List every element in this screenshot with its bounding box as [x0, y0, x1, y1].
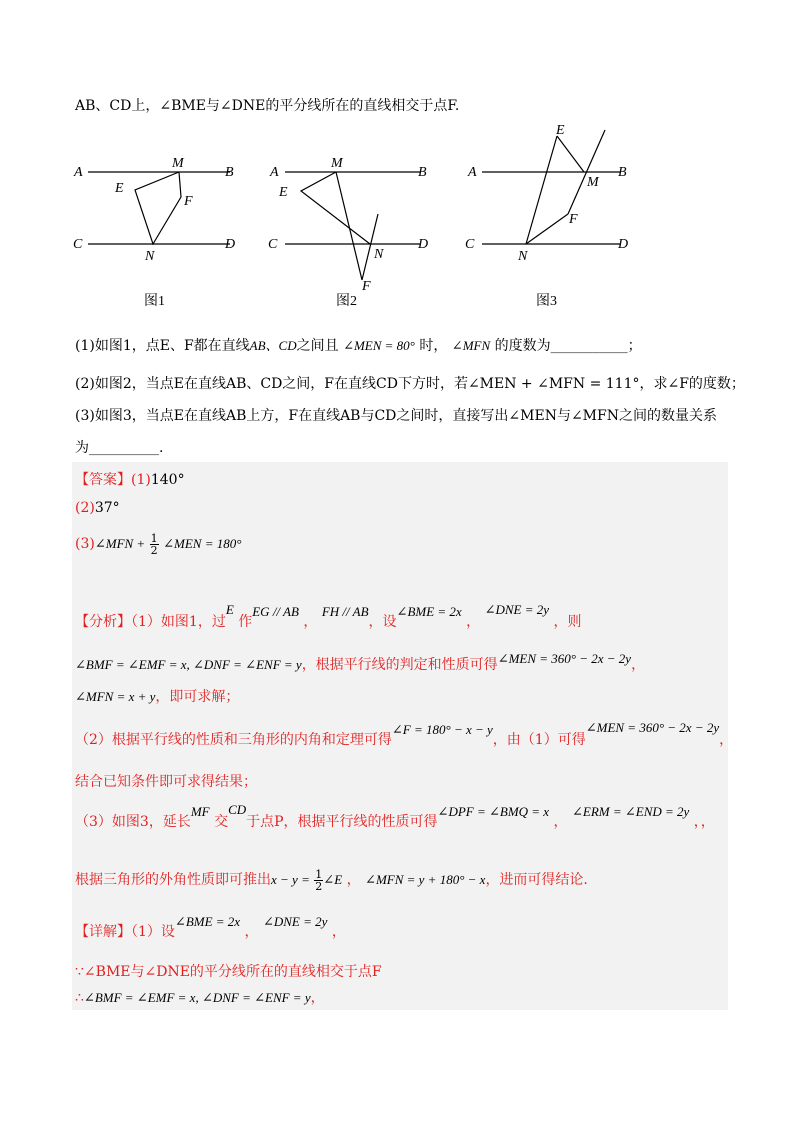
question-3-b	[75, 438, 163, 458]
fig3-label-m: M	[587, 175, 599, 190]
fig3-label-d: D	[618, 237, 629, 252]
analysis-label: 【分析】	[75, 614, 131, 630]
analysis-1-c: ，	[303, 614, 318, 630]
fig2-label-f: F	[362, 279, 371, 294]
analysis-7-a: 根据三角形的外角性质即可推出	[75, 872, 271, 888]
analysis-7-e: ∠E	[323, 872, 343, 887]
q1-condition: ∠MEN = 80°	[343, 338, 415, 353]
analysis-7-b: ，	[346, 872, 361, 888]
fig1-label-c: C	[73, 237, 83, 252]
analysis-line-3	[75, 687, 239, 707]
detail-line-1	[75, 914, 346, 942]
analysis-1-d: ，设	[368, 614, 397, 630]
analysis-7-fraction	[314, 869, 323, 892]
fig1-label-m: M	[172, 156, 184, 171]
fig1-label-d: D	[225, 237, 236, 252]
answer-label: 【答案】	[75, 472, 131, 488]
detail-line-3	[75, 988, 325, 1008]
q2-text: (2)如图2，当点E在直线AB、CD之间，F在直线CD下方时，若∠MEN + ∠MFN = 111°，求∠F的度数；	[75, 376, 745, 392]
answer-2-num: (2)	[75, 500, 95, 516]
detail-1-dne: ∠DNE = 2y	[262, 914, 328, 929]
analysis-6-mf: MF	[190, 804, 210, 819]
analysis-6-cd: CD	[228, 802, 247, 817]
fig2-label-d: D	[418, 237, 429, 252]
analysis-1-bme: ∠BME = 2x	[396, 604, 462, 619]
analysis-6-a: （3）如图3，延长	[75, 814, 191, 830]
fig2-label-e: E	[279, 185, 288, 200]
answer-3-right: ∠MEN = 180°	[163, 536, 242, 551]
analysis-1-b: 作	[238, 614, 253, 630]
analysis-line-5	[75, 772, 257, 792]
fig1-label-e: E	[115, 181, 124, 196]
analysis-4-c: ，	[719, 732, 734, 748]
fig3-label-e: E	[556, 123, 565, 138]
analysis-7-frac-num: 1	[315, 867, 323, 881]
analysis-1-fh: FH // AB	[321, 604, 369, 619]
intro-text: AB、CD上，∠BME与∠DNE的平分线所在的直线相交于点F.	[75, 98, 460, 114]
detail-3-c: ，	[310, 990, 325, 1006]
fig2-label-a: A	[270, 165, 279, 180]
analysis-2-eq: ∠BMF = ∠EMF = x, ∠DNF = ∠ENF = y	[75, 657, 302, 672]
detail-1-a: （1）设	[131, 924, 175, 940]
analysis-line-2	[75, 651, 646, 675]
fig3-label-c: C	[465, 237, 475, 252]
q1-lines: AB、CD	[249, 338, 297, 353]
answer-3-frac-den: 2	[150, 543, 158, 557]
analysis-line-6	[75, 802, 715, 832]
fig3-caption: 图3	[536, 294, 557, 309]
answer-2-value: 37°	[94, 500, 120, 516]
fig1-label-f: F	[184, 194, 193, 209]
fig2-label-c: C	[268, 237, 278, 252]
analysis-4-a: （2）根据平行线的性质和三角形的内角和定理可得	[75, 732, 392, 748]
fig3-label-n: N	[518, 249, 528, 264]
analysis-1-dne: ∠DNE = 2y	[484, 602, 550, 617]
analysis-1-e: E	[225, 602, 234, 617]
fig3-label-f: F	[569, 212, 578, 227]
fig2-label-b: B	[418, 165, 427, 180]
detail-because: ∵	[75, 964, 84, 980]
answer-3-frac-num: 1	[150, 531, 158, 545]
analysis-2-b: ，	[631, 657, 646, 673]
question-3	[75, 406, 717, 426]
fig2-label-n: N	[374, 247, 384, 262]
answer-1-num: (1)	[131, 472, 151, 488]
q1-text-a: (1)如图1，点E、F都在直线	[75, 338, 250, 354]
analysis-2-men: ∠MEN = 360° − 2x − 2y	[497, 651, 632, 666]
q1-text-b: 之间且	[296, 338, 339, 354]
q1-text-c: 时，	[419, 338, 448, 354]
answer-3-num: (3)	[75, 536, 95, 552]
figure-3	[465, 123, 628, 309]
analysis-7-xy: x − y =	[271, 872, 310, 887]
answer-line-2	[75, 498, 120, 518]
answer-3-left: ∠MFN +	[94, 536, 146, 551]
analysis-6-c: 于点P，根据平行线的性质可得	[246, 814, 438, 830]
analysis-3-eq: ∠MFN = x + y	[75, 689, 156, 704]
fig1-label-a: A	[74, 165, 83, 180]
analysis-6-d: ，	[553, 814, 568, 830]
analysis-1-a: （1）如图1，过	[131, 614, 226, 630]
fig1-quad	[135, 172, 181, 244]
q1-text-d: 的度数为___________；	[494, 338, 642, 354]
fig2-line-mf	[336, 172, 362, 280]
answer-line-1	[75, 470, 185, 490]
detail-label: 【详解】	[75, 924, 131, 940]
analysis-5: 结合已知条件即可求得结果；	[75, 774, 257, 790]
analysis-7-c: ，进而可得结论.	[485, 872, 588, 888]
fig3-line-nf	[526, 214, 568, 244]
analysis-7-mfn: ∠MFN = y + 180° − x	[365, 872, 486, 887]
figures-svg	[60, 122, 660, 312]
analysis-6-dpf: ∠DPF = ∠BMQ = x	[437, 804, 550, 819]
fig1-caption: 图1	[144, 294, 165, 309]
q1-angle: ∠MFN	[451, 338, 491, 353]
fig3-label-a: A	[468, 165, 477, 180]
detail-2-b: ∠BME与∠DNE的平分线所在的直线相交于点F	[83, 964, 382, 980]
figure-2	[268, 156, 428, 309]
analysis-4-b: ，由（1）可得	[492, 732, 586, 748]
question-2	[75, 374, 745, 394]
analysis-1-sep: ，	[466, 614, 481, 630]
analysis-7-frac-den: 2	[315, 879, 323, 893]
detail-1-c: ，	[331, 924, 346, 940]
answer-line-3	[75, 530, 241, 558]
figure-1	[73, 156, 235, 309]
q3-text-b: 为__________.	[75, 440, 164, 456]
question-1	[75, 336, 642, 356]
analysis-1-f: ，则	[553, 614, 582, 630]
fig2-angle-men	[301, 172, 370, 244]
fig2-label-m: M	[331, 156, 343, 171]
answer-1-value: 140°	[150, 472, 185, 488]
q3-text-a: (3)如图3，当点E在直线AB上方，F在直线AB与CD之间时，直接写出∠MEN与∠MFN之间的数量关系	[75, 408, 717, 424]
analysis-4-f: ∠F = 180° − x − y	[391, 722, 493, 737]
fig1-label-n: N	[145, 249, 155, 264]
analysis-4-men: ∠MEN = 360° − 2x − 2y	[585, 720, 720, 735]
fig3-label-b: B	[618, 165, 627, 180]
detail-line-2	[75, 962, 382, 982]
detail-3-eq: ∠BMF = ∠EMF = x, ∠DNF = ∠ENF = y	[83, 990, 311, 1005]
analysis-line-1	[75, 602, 582, 632]
analysis-line-7	[75, 866, 588, 894]
analysis-6-e: ，，	[693, 814, 715, 830]
detail-therefore: ∴	[75, 990, 84, 1006]
analysis-6-b: 交	[214, 814, 229, 830]
analysis-line-4	[75, 720, 734, 750]
intro-line	[75, 96, 459, 116]
fig3-line-em	[557, 136, 584, 172]
fig2-caption: 图2	[336, 294, 357, 309]
fig1-label-b: B	[225, 165, 234, 180]
detail-1-b: ，	[244, 924, 259, 940]
analysis-1-eg: EG // AB	[252, 604, 299, 619]
analysis-2-a: ，根据平行线的判定和性质可得	[301, 657, 498, 673]
analysis-6-erm: ∠ERM = ∠END = 2y	[571, 804, 690, 819]
fig3-line-ne	[526, 136, 557, 244]
detail-1-bme: ∠BME = 2x	[174, 914, 241, 929]
answer-3-fraction	[150, 533, 159, 556]
analysis-3-a: ，即可求解；	[155, 689, 240, 705]
